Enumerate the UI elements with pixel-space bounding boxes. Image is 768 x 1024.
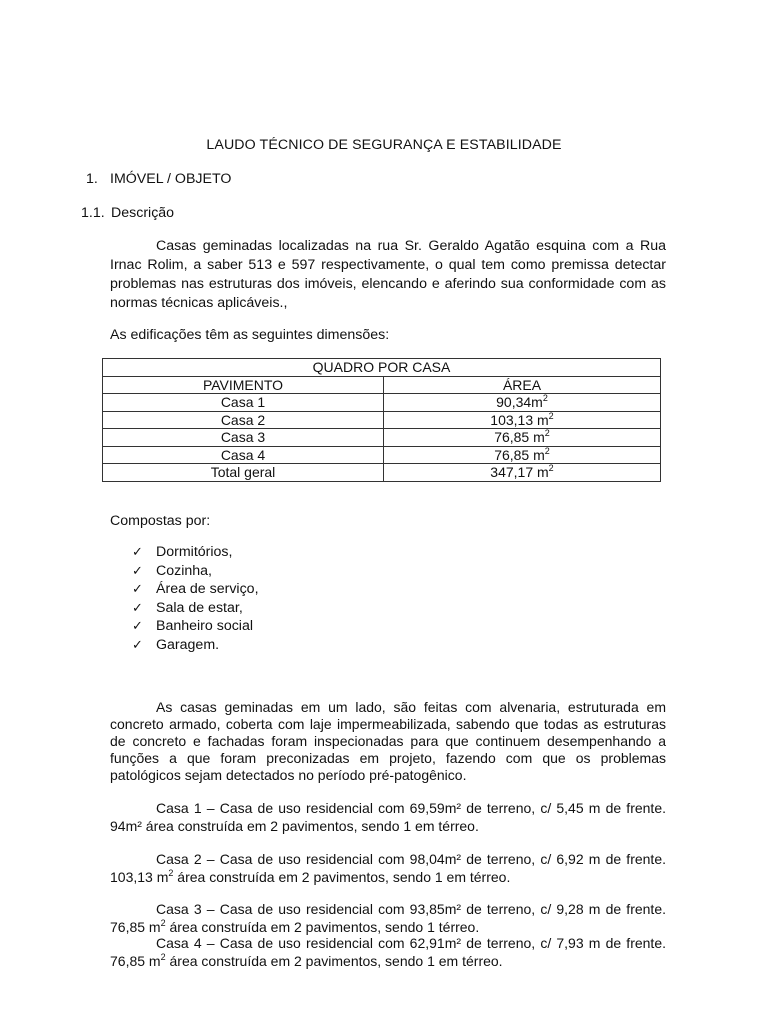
casa-text: Casa 4 – Casa de uso residencial com 62,91m² de terreno, c/ 7,93 m de frente. [156, 935, 666, 951]
casa-text: Casa 1 – Casa de uso residencial com 69,59m² de terreno, c/ 5,45 m de frente. 94m² área construída em 2 pavimentos, sendo 1 em térreo. [110, 800, 666, 834]
row-name: Casa 2 [103, 411, 384, 429]
casa-3-paragraph [110, 901, 666, 936]
checkmark-icon: ✓ [132, 581, 143, 596]
casa-1-paragraph [110, 800, 666, 835]
casa-area: 76,85 m [110, 918, 161, 935]
row-name: Total geral [103, 464, 384, 482]
row-area-sup: 2 [548, 410, 554, 421]
list-item [132, 580, 259, 599]
list-item-label: Cozinha, [156, 562, 212, 579]
intro-paragraph [110, 237, 666, 313]
table-header-area: ÁREA [384, 376, 661, 394]
row-area [384, 411, 661, 429]
row-area-value: 76,85 m [494, 446, 545, 463]
list-item [132, 636, 259, 655]
checkmark-icon: ✓ [132, 636, 143, 652]
table-row-total [103, 464, 661, 482]
structure-paragraph [110, 699, 666, 784]
checkmark-icon: ✓ [132, 544, 143, 559]
checkmark-icon: ✓ [132, 618, 143, 633]
section-heading-imovel [86, 171, 231, 187]
row-area-sup: 2 [548, 463, 554, 474]
list-item [132, 562, 259, 581]
table-row [103, 394, 661, 412]
casa-text: Casa 3 – Casa de uso residencial com 93,85m² de terreno, c/ 9,28 m de frente. [156, 901, 666, 917]
table-header-pavimento: PAVIMENTO [103, 376, 384, 394]
row-area [384, 464, 661, 482]
row-area-value: 103,13 m [490, 411, 549, 428]
table-caption: QUADRO POR CASA [103, 359, 661, 377]
table-row [103, 446, 661, 464]
rooms-checklist [132, 543, 259, 654]
row-area-sup: 2 [542, 393, 548, 404]
subsection-label: Descrição [111, 205, 175, 221]
table-row [103, 429, 661, 447]
section-number: 1. [86, 171, 98, 187]
row-area [384, 446, 661, 464]
casa-4-paragraph [110, 935, 666, 970]
row-name: Casa 1 [103, 394, 384, 412]
checkmark-icon: ✓ [132, 562, 143, 578]
row-area [384, 394, 661, 412]
casa-area-sup: 2 [168, 867, 174, 878]
section-label: IMÓVEL / OBJETO [110, 171, 232, 187]
list-item [132, 617, 259, 636]
list-item-label: Sala de estar, [156, 599, 243, 616]
checkmark-icon: ✓ [132, 599, 143, 615]
casa-area: 76,85 m [110, 952, 161, 969]
row-name: Casa 3 [103, 429, 384, 447]
row-area-value: 76,85 m [494, 429, 545, 446]
list-item [132, 599, 259, 618]
row-area-sup: 2 [544, 445, 550, 456]
document-title: LAUDO TÉCNICO DE SEGURANÇA E ESTABILIDADE [206, 137, 562, 153]
row-area [384, 429, 661, 447]
row-name: Casa 4 [103, 446, 384, 464]
table-row [103, 411, 661, 429]
casa-area-sup: 2 [160, 917, 166, 928]
list-item-label: Banheiro social [156, 618, 254, 634]
dimensions-intro: As edificações têm as seguintes dimensões: [110, 327, 390, 343]
casa-tail: área construída em 2 pavimentos, sendo 1 em térreo. [165, 952, 503, 969]
list-item-label: Área de serviço, [156, 581, 259, 597]
casa-text: Casa 2 – Casa de uso residencial com 98,04m² de terreno, c/ 6,92 m de frente. [156, 851, 666, 867]
row-area-value: 90,34m [496, 394, 543, 411]
row-area-value: 347,17 m [490, 464, 549, 481]
row-area-sup: 2 [544, 428, 550, 439]
list-item [132, 543, 259, 562]
casa-2-paragraph [110, 851, 666, 886]
subsection-number: 1.1. [81, 205, 105, 221]
casa-tail: área construída em 2 pavimentos, sendo 1 em térreo. [173, 868, 511, 885]
casa-area-sup: 2 [160, 951, 166, 962]
list-item-label: Dormitórios, [156, 544, 233, 560]
area-table [102, 358, 661, 482]
casa-tail: área construída em 2 pavimentos, sendo 1 térreo. [165, 918, 480, 935]
composed-label: Compostas por: [110, 513, 211, 529]
structure-paragraph-text: As casas geminadas em um lado, são feitas com alvenaria, estruturada em concreto armado, coberta com laje impermeabilizada, sabendo que todas as estruturas de concreto e fachadas foram inspecionadas para que continuem desempenhando a funções a que foram preconizadas em projeto, fazendo com que os problemas patológicos sejam detectados no período pré-patogênico. [110, 699, 666, 783]
intro-paragraph-text: Casas geminadas localizadas na rua Sr. Geraldo Agatão esquina com a Rua Irnac Rolim, a saber 513 e 597 respectivamente, o qual tem como premissa detectar problemas nas estruturas dos imóveis, elencando e aferindo sua conformidade com as normas técnicas aplicáveis., [110, 238, 666, 311]
subsection-heading-descricao [81, 205, 174, 221]
casa-area: 103,13 m [110, 868, 169, 885]
list-item-label: Garagem. [156, 636, 220, 653]
